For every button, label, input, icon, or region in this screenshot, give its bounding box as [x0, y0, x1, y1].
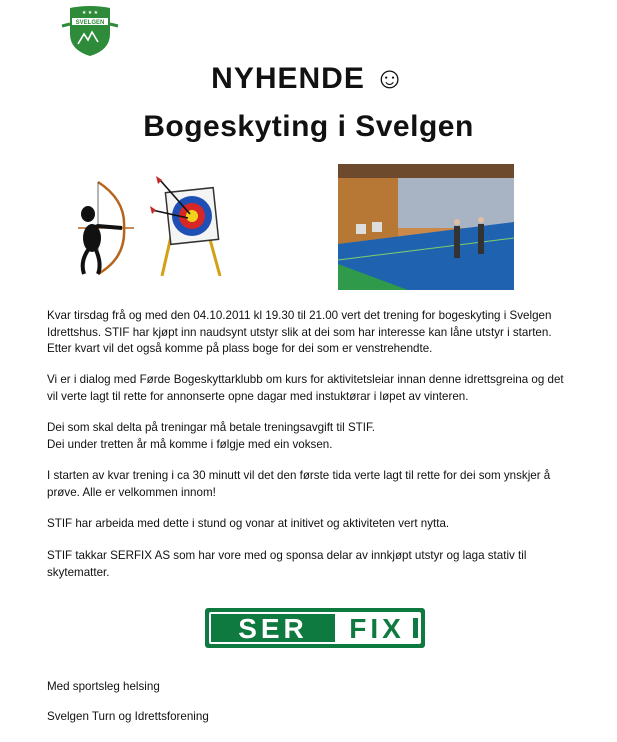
paragraph-line: Idrettshus. STIF har kjøpt inn naudsynt utstyr slik at dei som har interesse kan låne utstyr i starten. — [47, 325, 552, 339]
paragraph-5 — [47, 516, 595, 533]
paragraph-1 — [47, 308, 595, 358]
target-illustration — [150, 172, 230, 276]
paragraph-line: STIF takkar SERFIX AS som har vore med og sponsa delar av innkjøpt utstyr og laga stativ til — [47, 549, 527, 562]
club-logo — [58, 4, 122, 58]
paragraph-line: Kvar tirsdag frå og med den 04.10.2011 kl 19.30 til 21.00 vert det trening for bogeskyting i Svelgen — [47, 309, 552, 322]
paragraph-2 — [47, 372, 595, 405]
serfix-logo — [205, 608, 425, 648]
paragraph-4 — [47, 468, 595, 501]
paragraph-3 — [47, 420, 595, 453]
paragraph-line: I starten av kvar trening i ca 30 minutt vil det den første tida verte lagt til rette for dei som ynskjer å — [47, 469, 551, 482]
svg-text:FIX: FIX — [349, 613, 405, 644]
archer-illustration — [76, 178, 136, 278]
svg-text:★ ★ ★: ★ ★ ★ — [81, 10, 99, 16]
svg-text:SVELGEN: SVELGEN — [75, 20, 105, 26]
paragraph-line: STIF har arbeida med dette i stund og vonar at initivet og aktiviteten vert nytta. — [47, 517, 450, 530]
paragraph-line: Etter kvart vil det også komme på plass boge for dei som er venstrehendte. — [47, 342, 433, 355]
paragraph-line: Dei som skal delta på treningar må betale treningsavgift til STIF. — [47, 421, 375, 434]
svg-text:SER: SER — [238, 613, 308, 644]
paragraph-line: prøve. Alle er velkommen innom! — [47, 485, 216, 499]
headline-nyhende: NYHENDE ☺ — [211, 62, 406, 95]
paragraph-line: vil verte lagt til rette for annonserte opne dagar med instuktørar i løpet av vinteren. — [47, 389, 469, 403]
paragraph-line: Dei under tretten år må komme i følgje med ein voksen. — [47, 437, 333, 451]
headline-title: Bogeskyting i Svelgen — [143, 110, 474, 143]
closing-greeting: Med sportsleg helsing — [47, 680, 160, 693]
paragraph-line: Vi er i dialog med Førde Bogeskyttarklubb om kurs for aktivitetsleiar innan denne idrettsgreina og det — [47, 373, 564, 386]
gym-photo — [338, 164, 514, 290]
closing-signature: Svelgen Turn og Idrettsforening — [47, 710, 209, 723]
paragraph-6 — [47, 548, 595, 581]
paragraph-line: skytematter. — [47, 565, 110, 579]
